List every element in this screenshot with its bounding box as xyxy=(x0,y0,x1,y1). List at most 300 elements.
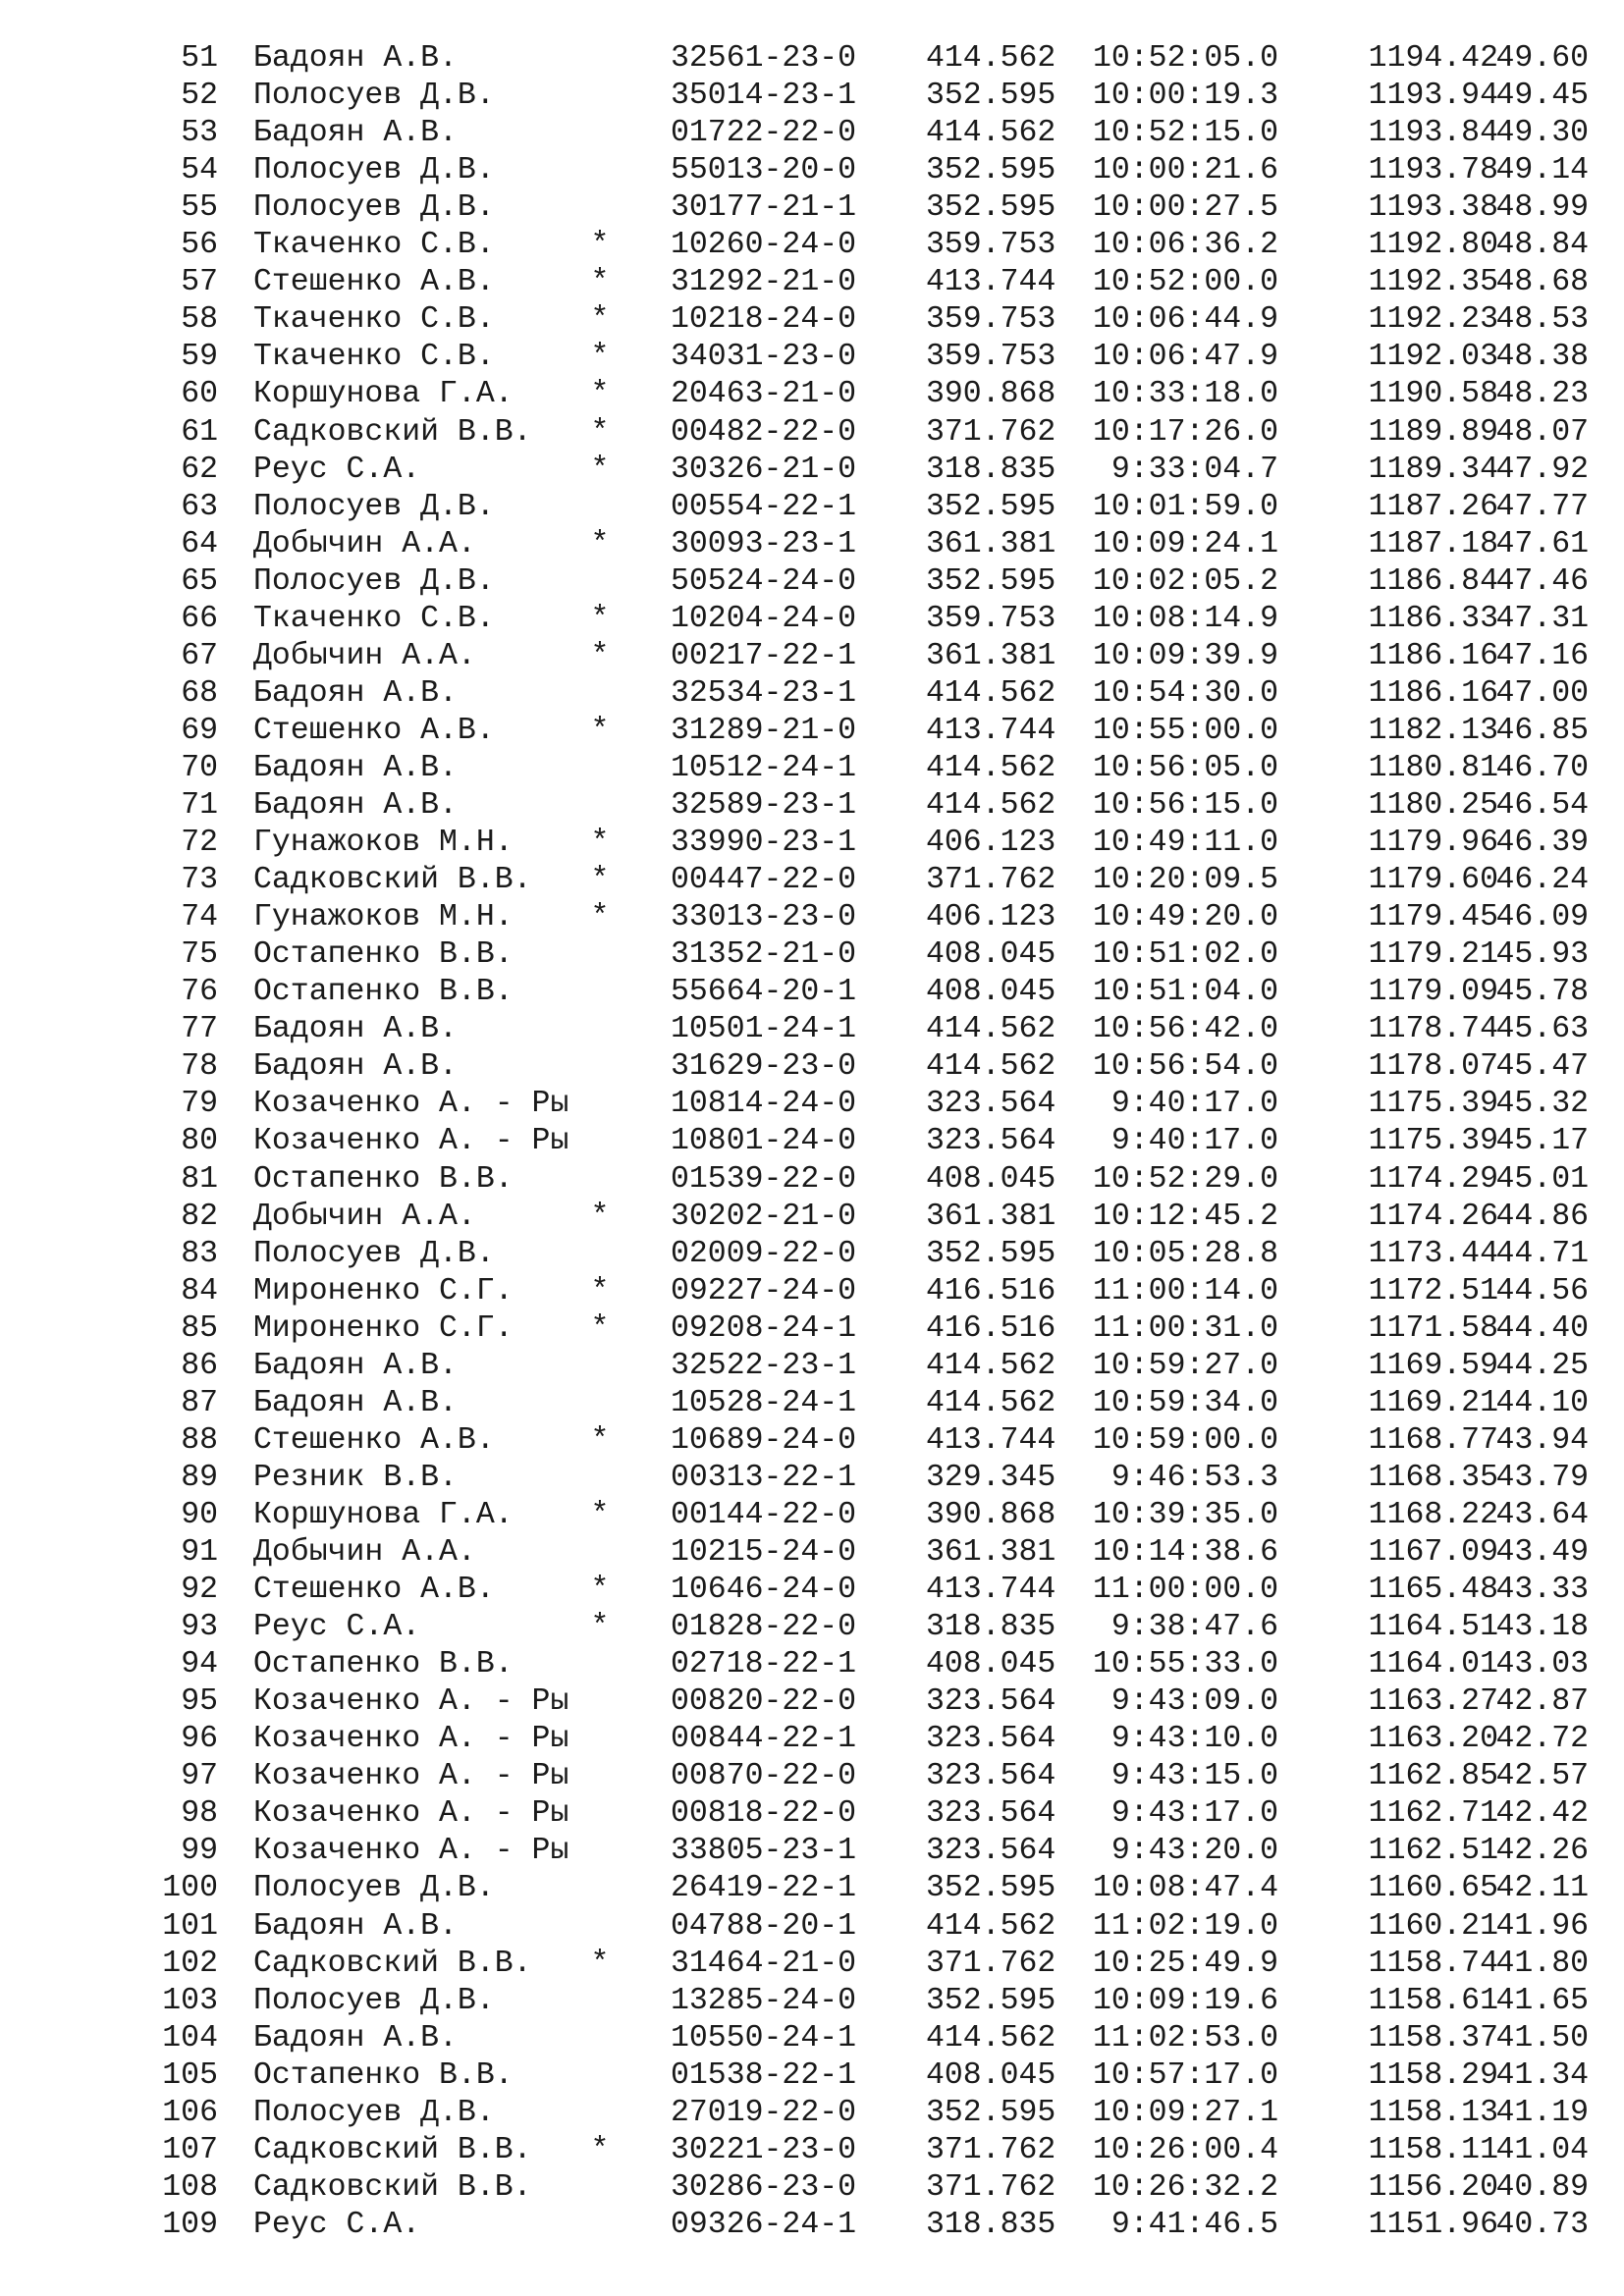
row-number: 71 xyxy=(181,788,218,823)
marker-star: * xyxy=(590,1497,610,1532)
table-row xyxy=(0,1683,1624,1721)
arrival-time-text: 10:56:05.0 xyxy=(1092,750,1278,785)
points-value-text: 48.38 xyxy=(1495,340,1589,375)
table-row xyxy=(0,1011,1624,1048)
distance: 414.562 xyxy=(926,1012,1056,1047)
table-row xyxy=(0,1833,1624,1870)
points-value-text: 48.84 xyxy=(1495,228,1589,263)
table-row xyxy=(0,1310,1624,1348)
row-number: 70 xyxy=(181,750,218,785)
row-number: 107 xyxy=(162,2132,218,2167)
arrival-time-text: 10:54:30.0 xyxy=(1092,675,1278,711)
table-row xyxy=(0,1086,1624,1123)
ring-number: 00144-22-0 xyxy=(671,1497,857,1532)
ring-number: 10218-24-0 xyxy=(671,302,857,338)
row-number: 53 xyxy=(181,116,218,151)
table-row xyxy=(0,2207,1624,2244)
ring-number: 31289-21-0 xyxy=(671,713,857,748)
arrival-time-text: 10:05:28.8 xyxy=(1092,1236,1278,1271)
distance: 413.744 xyxy=(926,1573,1056,1608)
distance: 361.381 xyxy=(926,638,1056,673)
row-number: 85 xyxy=(181,1310,218,1346)
points-value-text: 41.50 xyxy=(1495,2020,1589,2056)
points-value-text: 40.89 xyxy=(1495,2169,1589,2205)
points-value-text: 41.04 xyxy=(1495,2132,1589,2167)
distance: 371.762 xyxy=(926,2169,1056,2205)
points-value-text: 42.11 xyxy=(1495,1871,1589,1906)
points-value-text: 44.56 xyxy=(1495,1273,1589,1308)
ring-number: 10814-24-0 xyxy=(671,1087,857,1122)
ring-number: 00217-22-1 xyxy=(671,638,857,673)
speed-value-text: 1158.11 xyxy=(1368,2132,1498,2167)
points-value-text: 41.80 xyxy=(1495,1946,1589,1981)
table-row xyxy=(0,899,1624,936)
distance: 323.564 xyxy=(926,1722,1056,1757)
points-value-text: 42.42 xyxy=(1495,1796,1589,1832)
fancier-name: Козаченко А. - Ры xyxy=(253,1124,569,1159)
speed-value-text: 1180.81 xyxy=(1368,750,1498,785)
speed-value-text: 1162.51 xyxy=(1368,1834,1498,1869)
fancier-name: Мироненко С.Г. xyxy=(253,1273,514,1308)
distance: 414.562 xyxy=(926,1049,1056,1085)
points-value-text: 43.49 xyxy=(1495,1535,1589,1570)
points-value-text: 42.72 xyxy=(1495,1722,1589,1757)
marker-star: * xyxy=(590,1610,610,1645)
ring-number: 32589-23-1 xyxy=(671,788,857,823)
distance: 414.562 xyxy=(926,41,1056,76)
distance: 408.045 xyxy=(926,1161,1056,1197)
row-number: 60 xyxy=(181,377,218,412)
arrival-time-text: 9:43:20.0 xyxy=(1110,1834,1278,1869)
row-number: 92 xyxy=(181,1573,218,1608)
distance: 414.562 xyxy=(926,788,1056,823)
speed-value-text: 1169.21 xyxy=(1368,1385,1498,1420)
row-number: 64 xyxy=(181,526,218,561)
arrival-time-text: 9:41:46.5 xyxy=(1110,2207,1278,2242)
points-value-text: 49.60 xyxy=(1495,41,1589,76)
speed-value-text: 1193.94 xyxy=(1368,79,1498,114)
ring-number: 01828-22-0 xyxy=(671,1610,857,1645)
points-value-text: 45.01 xyxy=(1495,1161,1589,1197)
table-row xyxy=(0,1908,1624,1946)
arrival-time-text: 9:43:17.0 xyxy=(1110,1796,1278,1832)
table-row xyxy=(0,638,1624,675)
marker-star: * xyxy=(590,826,610,861)
arrival-time-text: 9:46:53.3 xyxy=(1110,1460,1278,1495)
table-row xyxy=(0,1236,1624,1273)
distance: 359.753 xyxy=(926,228,1056,263)
row-number: 98 xyxy=(181,1796,218,1832)
points-value-text: 40.73 xyxy=(1495,2207,1589,2242)
arrival-time-text: 10:09:19.6 xyxy=(1092,1983,1278,2018)
speed-value-text: 1163.27 xyxy=(1368,1684,1498,1720)
speed-value-text: 1156.20 xyxy=(1368,2169,1498,2205)
fancier-name: Гунажоков М.Н. xyxy=(253,900,514,935)
arrival-time-text: 10:01:59.0 xyxy=(1092,489,1278,524)
points-value-text: 48.07 xyxy=(1495,414,1589,450)
distance: 390.868 xyxy=(926,1497,1056,1532)
row-number: 61 xyxy=(181,414,218,450)
table-row xyxy=(0,1199,1624,1236)
fancier-name: Бадоян А.В. xyxy=(253,1012,458,1047)
row-number: 89 xyxy=(181,1460,218,1495)
distance: 318.835 xyxy=(926,2207,1056,2242)
arrival-time-text: 10:56:54.0 xyxy=(1092,1049,1278,1085)
fancier-name: Бадоян А.В. xyxy=(253,1348,458,1383)
row-number: 100 xyxy=(162,1871,218,1906)
fancier-name: Добычин А.А. xyxy=(253,638,476,673)
distance: 359.753 xyxy=(926,302,1056,338)
distance: 361.381 xyxy=(926,1535,1056,1570)
row-number: 51 xyxy=(181,41,218,76)
fancier-name: Козаченко А. - Ры xyxy=(253,1722,569,1757)
distance: 416.516 xyxy=(926,1273,1056,1308)
fancier-name: Полосуев Д.В. xyxy=(253,563,495,599)
points-value-text: 42.87 xyxy=(1495,1684,1589,1720)
distance: 390.868 xyxy=(926,377,1056,412)
ring-number: 31352-21-0 xyxy=(671,937,857,973)
distance: 414.562 xyxy=(926,1385,1056,1420)
row-number: 95 xyxy=(181,1684,218,1720)
arrival-time-text: 10:55:33.0 xyxy=(1092,1647,1278,1682)
speed-value-text: 1163.20 xyxy=(1368,1722,1498,1757)
arrival-time-text: 10:25:49.9 xyxy=(1092,1946,1278,1981)
marker-star: * xyxy=(590,265,610,300)
ring-number: 31292-21-0 xyxy=(671,265,857,300)
table-row xyxy=(0,1646,1624,1683)
fancier-name: Козаченко А. - Ры xyxy=(253,1759,569,1794)
points-value-text: 41.19 xyxy=(1495,2095,1589,2130)
row-number: 67 xyxy=(181,638,218,673)
marker-star: * xyxy=(590,377,610,412)
points-value-text: 45.32 xyxy=(1495,1087,1589,1122)
fancier-name: Садковский В.В. xyxy=(253,2132,532,2167)
distance: 371.762 xyxy=(926,2132,1056,2167)
ring-number: 31464-21-0 xyxy=(671,1946,857,1981)
speed-value-text: 1192.23 xyxy=(1368,302,1498,338)
table-row xyxy=(0,2095,1624,2132)
arrival-time-text: 10:59:34.0 xyxy=(1092,1385,1278,1420)
marker-star: * xyxy=(590,228,610,263)
fancier-name: Садковский В.В. xyxy=(253,1946,532,1981)
speed-value-text: 1182.13 xyxy=(1368,713,1498,748)
distance: 361.381 xyxy=(926,526,1056,561)
row-number: 78 xyxy=(181,1049,218,1085)
arrival-time-text: 10:51:02.0 xyxy=(1092,937,1278,973)
table-row xyxy=(0,563,1624,601)
row-number: 81 xyxy=(181,1161,218,1197)
fancier-name: Добычин А.А. xyxy=(253,1535,476,1570)
fancier-name: Полосуев Д.В. xyxy=(253,1871,495,1906)
fancier-name: Бадоян А.В. xyxy=(253,1908,458,1944)
fancier-name: Стешенко А.В. xyxy=(253,1422,495,1458)
distance: 414.562 xyxy=(926,1348,1056,1383)
row-number: 106 xyxy=(162,2095,218,2130)
arrival-time-text: 10:51:04.0 xyxy=(1092,975,1278,1010)
fancier-name: Бадоян А.В. xyxy=(253,116,458,151)
speed-value-text: 1165.48 xyxy=(1368,1573,1498,1608)
arrival-time-text: 10:00:19.3 xyxy=(1092,79,1278,114)
arrival-time-text: 10:06:36.2 xyxy=(1092,228,1278,263)
arrival-time-text: 9:43:09.0 xyxy=(1110,1684,1278,1720)
arrival-time-text: 10:20:09.5 xyxy=(1092,863,1278,898)
fancier-name: Ткаченко С.В. xyxy=(253,302,495,338)
ring-number: 00447-22-0 xyxy=(671,863,857,898)
row-number: 105 xyxy=(162,2057,218,2093)
points-value-text: 44.86 xyxy=(1495,1199,1589,1234)
row-number: 65 xyxy=(181,563,218,599)
fancier-name: Коршунова Г.А. xyxy=(253,1497,514,1532)
marker-star: * xyxy=(590,713,610,748)
points-value-text: 46.39 xyxy=(1495,826,1589,861)
points-value-text: 43.94 xyxy=(1495,1422,1589,1458)
speed-value-text: 1171.58 xyxy=(1368,1310,1498,1346)
arrival-time-text: 10:14:38.6 xyxy=(1092,1535,1278,1570)
fancier-name: Стешенко А.В. xyxy=(253,713,495,748)
arrival-time-text: 11:00:31.0 xyxy=(1092,1310,1278,1346)
arrival-time-text: 10:52:15.0 xyxy=(1092,116,1278,151)
row-number: 80 xyxy=(181,1124,218,1159)
speed-value-text: 1178.74 xyxy=(1368,1012,1498,1047)
ring-number: 00818-22-0 xyxy=(671,1796,857,1832)
distance: 318.835 xyxy=(926,1610,1056,1645)
fancier-name: Мироненко С.Г. xyxy=(253,1310,514,1346)
ring-number: 10689-24-0 xyxy=(671,1422,857,1458)
distance: 414.562 xyxy=(926,116,1056,151)
arrival-time-text: 10:39:35.0 xyxy=(1092,1497,1278,1532)
speed-value-text: 1189.89 xyxy=(1368,414,1498,450)
ring-number: 30093-23-1 xyxy=(671,526,857,561)
arrival-time-text: 10:09:27.1 xyxy=(1092,2095,1278,2130)
fancier-name: Бадоян А.В. xyxy=(253,675,458,711)
ring-number: 01539-22-0 xyxy=(671,1161,857,1197)
table-row xyxy=(0,452,1624,489)
row-number: 72 xyxy=(181,826,218,861)
fancier-name: Бадоян А.В. xyxy=(253,2020,458,2056)
row-number: 87 xyxy=(181,1385,218,1420)
table-row xyxy=(0,115,1624,152)
row-number: 91 xyxy=(181,1535,218,1570)
row-number: 84 xyxy=(181,1273,218,1308)
ring-number: 55013-20-0 xyxy=(671,153,857,188)
table-row xyxy=(0,601,1624,638)
fancier-name: Козаченко А. - Ры xyxy=(253,1684,569,1720)
arrival-time-text: 10:57:17.0 xyxy=(1092,2057,1278,2093)
row-number: 108 xyxy=(162,2169,218,2205)
speed-value-text: 1158.13 xyxy=(1368,2095,1498,2130)
row-number: 59 xyxy=(181,340,218,375)
points-value-text: 42.26 xyxy=(1495,1834,1589,1869)
row-number: 97 xyxy=(181,1759,218,1794)
marker-star: * xyxy=(590,302,610,338)
ring-number: 10528-24-1 xyxy=(671,1385,857,1420)
ring-number: 10215-24-0 xyxy=(671,1535,857,1570)
table-row xyxy=(0,1609,1624,1646)
distance: 414.562 xyxy=(926,1908,1056,1944)
distance: 352.595 xyxy=(926,1871,1056,1906)
points-value-text: 43.03 xyxy=(1495,1647,1589,1682)
distance: 416.516 xyxy=(926,1310,1056,1346)
fancier-name: Полосуев Д.В. xyxy=(253,79,495,114)
fancier-name: Остапенко В.В. xyxy=(253,937,514,973)
ring-number: 10801-24-0 xyxy=(671,1124,857,1159)
distance: 408.045 xyxy=(926,937,1056,973)
row-number: 93 xyxy=(181,1610,218,1645)
speed-value-text: 1169.59 xyxy=(1368,1348,1498,1383)
speed-value-text: 1179.21 xyxy=(1368,937,1498,973)
ring-number: 10512-24-1 xyxy=(671,750,857,785)
table-row xyxy=(0,227,1624,264)
fancier-name: Остапенко В.В. xyxy=(253,975,514,1010)
row-number: 56 xyxy=(181,228,218,263)
speed-value-text: 1189.34 xyxy=(1368,452,1498,487)
marker-star: * xyxy=(590,1310,610,1346)
fancier-name: Садковский В.В. xyxy=(253,2169,532,2205)
marker-star: * xyxy=(590,638,610,673)
speed-value-text: 1187.18 xyxy=(1368,526,1498,561)
speed-value-text: 1158.37 xyxy=(1368,2020,1498,2056)
arrival-time-text: 10:49:11.0 xyxy=(1092,826,1278,861)
row-number: 104 xyxy=(162,2020,218,2056)
distance: 371.762 xyxy=(926,1946,1056,1981)
arrival-time-text: 10:56:42.0 xyxy=(1092,1012,1278,1047)
table-row xyxy=(0,1123,1624,1160)
ring-number: 10646-24-0 xyxy=(671,1573,857,1608)
distance: 323.564 xyxy=(926,1124,1056,1159)
distance: 413.744 xyxy=(926,713,1056,748)
distance: 408.045 xyxy=(926,975,1056,1010)
row-number: 76 xyxy=(181,975,218,1010)
distance: 413.744 xyxy=(926,1422,1056,1458)
arrival-time-text: 9:43:10.0 xyxy=(1110,1722,1278,1757)
row-number: 57 xyxy=(181,265,218,300)
table-row xyxy=(0,974,1624,1011)
ring-number: 01538-22-1 xyxy=(671,2057,857,2093)
fancier-name: Бадоян А.В. xyxy=(253,788,458,823)
ring-number: 50524-24-0 xyxy=(671,563,857,599)
distance: 359.753 xyxy=(926,340,1056,375)
ring-number: 10501-24-1 xyxy=(671,1012,857,1047)
row-number: 75 xyxy=(181,937,218,973)
arrival-time-text: 11:02:19.0 xyxy=(1092,1908,1278,1944)
points-value-text: 47.77 xyxy=(1495,489,1589,524)
row-number: 54 xyxy=(181,153,218,188)
speed-value-text: 1178.07 xyxy=(1368,1049,1498,1085)
marker-star: * xyxy=(590,2132,610,2167)
ring-number: 00844-22-1 xyxy=(671,1722,857,1757)
table-row xyxy=(0,264,1624,301)
ring-number: 09227-24-0 xyxy=(671,1273,857,1308)
row-number: 88 xyxy=(181,1422,218,1458)
points-value-text: 48.99 xyxy=(1495,190,1589,226)
speed-value-text: 1151.96 xyxy=(1368,2207,1498,2242)
table-row xyxy=(0,78,1624,115)
fancier-name: Ткаченко С.В. xyxy=(253,340,495,375)
speed-value-text: 1174.29 xyxy=(1368,1161,1498,1197)
points-value-text: 43.33 xyxy=(1495,1573,1589,1608)
ring-number: 30286-23-0 xyxy=(671,2169,857,2205)
ring-number: 27019-22-0 xyxy=(671,2095,857,2130)
speed-value-text: 1175.39 xyxy=(1368,1124,1498,1159)
points-value-text: 47.00 xyxy=(1495,675,1589,711)
fancier-name: Коршунова Г.А. xyxy=(253,377,514,412)
fancier-name: Полосуев Д.В. xyxy=(253,489,495,524)
table-row xyxy=(0,1048,1624,1086)
points-value-text: 46.09 xyxy=(1495,900,1589,935)
fancier-name: Остапенко В.В. xyxy=(253,1161,514,1197)
ring-number: 32522-23-1 xyxy=(671,1348,857,1383)
table-row xyxy=(0,1795,1624,1833)
speed-value-text: 1168.77 xyxy=(1368,1422,1498,1458)
table-row xyxy=(0,675,1624,713)
speed-value-text: 1186.16 xyxy=(1368,675,1498,711)
points-value-text: 45.78 xyxy=(1495,975,1589,1010)
table-row xyxy=(0,1946,1624,1983)
row-number: 69 xyxy=(181,713,218,748)
table-row xyxy=(0,1348,1624,1385)
ring-number: 30221-23-0 xyxy=(671,2132,857,2167)
row-number: 101 xyxy=(162,1908,218,1944)
arrival-time-text: 10:00:21.6 xyxy=(1092,153,1278,188)
fancier-name: Бадоян А.В. xyxy=(253,41,458,76)
table-row xyxy=(0,1758,1624,1795)
arrival-time-text: 10:52:05.0 xyxy=(1092,41,1278,76)
speed-value-text: 1179.96 xyxy=(1368,826,1498,861)
points-value-text: 47.92 xyxy=(1495,452,1589,487)
distance: 413.744 xyxy=(926,265,1056,300)
points-value-text: 44.40 xyxy=(1495,1310,1589,1346)
speed-value-text: 1192.03 xyxy=(1368,340,1498,375)
speed-value-text: 1164.51 xyxy=(1368,1610,1498,1645)
points-value-text: 49.30 xyxy=(1495,116,1589,151)
row-number: 82 xyxy=(181,1199,218,1234)
speed-value-text: 1167.09 xyxy=(1368,1535,1498,1570)
points-value-text: 43.18 xyxy=(1495,1610,1589,1645)
fancier-name: Добычин А.А. xyxy=(253,1199,476,1234)
distance: 323.564 xyxy=(926,1684,1056,1720)
ring-number: 10204-24-0 xyxy=(671,601,857,636)
distance: 318.835 xyxy=(926,452,1056,487)
row-number: 55 xyxy=(181,190,218,226)
speed-value-text: 1168.22 xyxy=(1368,1497,1498,1532)
table-row xyxy=(0,787,1624,825)
speed-value-text: 1180.25 xyxy=(1368,788,1498,823)
ring-number: 33805-23-1 xyxy=(671,1834,857,1869)
speed-value-text: 1192.80 xyxy=(1368,228,1498,263)
table-row xyxy=(0,1497,1624,1534)
points-value-text: 46.54 xyxy=(1495,788,1589,823)
points-value-text: 44.10 xyxy=(1495,1385,1589,1420)
table-row xyxy=(0,152,1624,189)
table-row xyxy=(0,1983,1624,2020)
speed-value-text: 1193.84 xyxy=(1368,116,1498,151)
marker-star: * xyxy=(590,900,610,935)
ring-number: 00554-22-1 xyxy=(671,489,857,524)
ring-number: 00820-22-0 xyxy=(671,1684,857,1720)
distance: 352.595 xyxy=(926,190,1056,226)
row-number: 62 xyxy=(181,452,218,487)
distance: 371.762 xyxy=(926,414,1056,450)
fancier-name: Добычин А.А. xyxy=(253,526,476,561)
ring-number: 02009-22-0 xyxy=(671,1236,857,1271)
points-value-text: 46.85 xyxy=(1495,713,1589,748)
row-number: 79 xyxy=(181,1087,218,1122)
arrival-time-text: 10:56:15.0 xyxy=(1092,788,1278,823)
points-value-text: 43.79 xyxy=(1495,1460,1589,1495)
points-value-text: 47.46 xyxy=(1495,563,1589,599)
fancier-name: Полосуев Д.В. xyxy=(253,153,495,188)
arrival-time-text: 9:38:47.6 xyxy=(1110,1610,1278,1645)
